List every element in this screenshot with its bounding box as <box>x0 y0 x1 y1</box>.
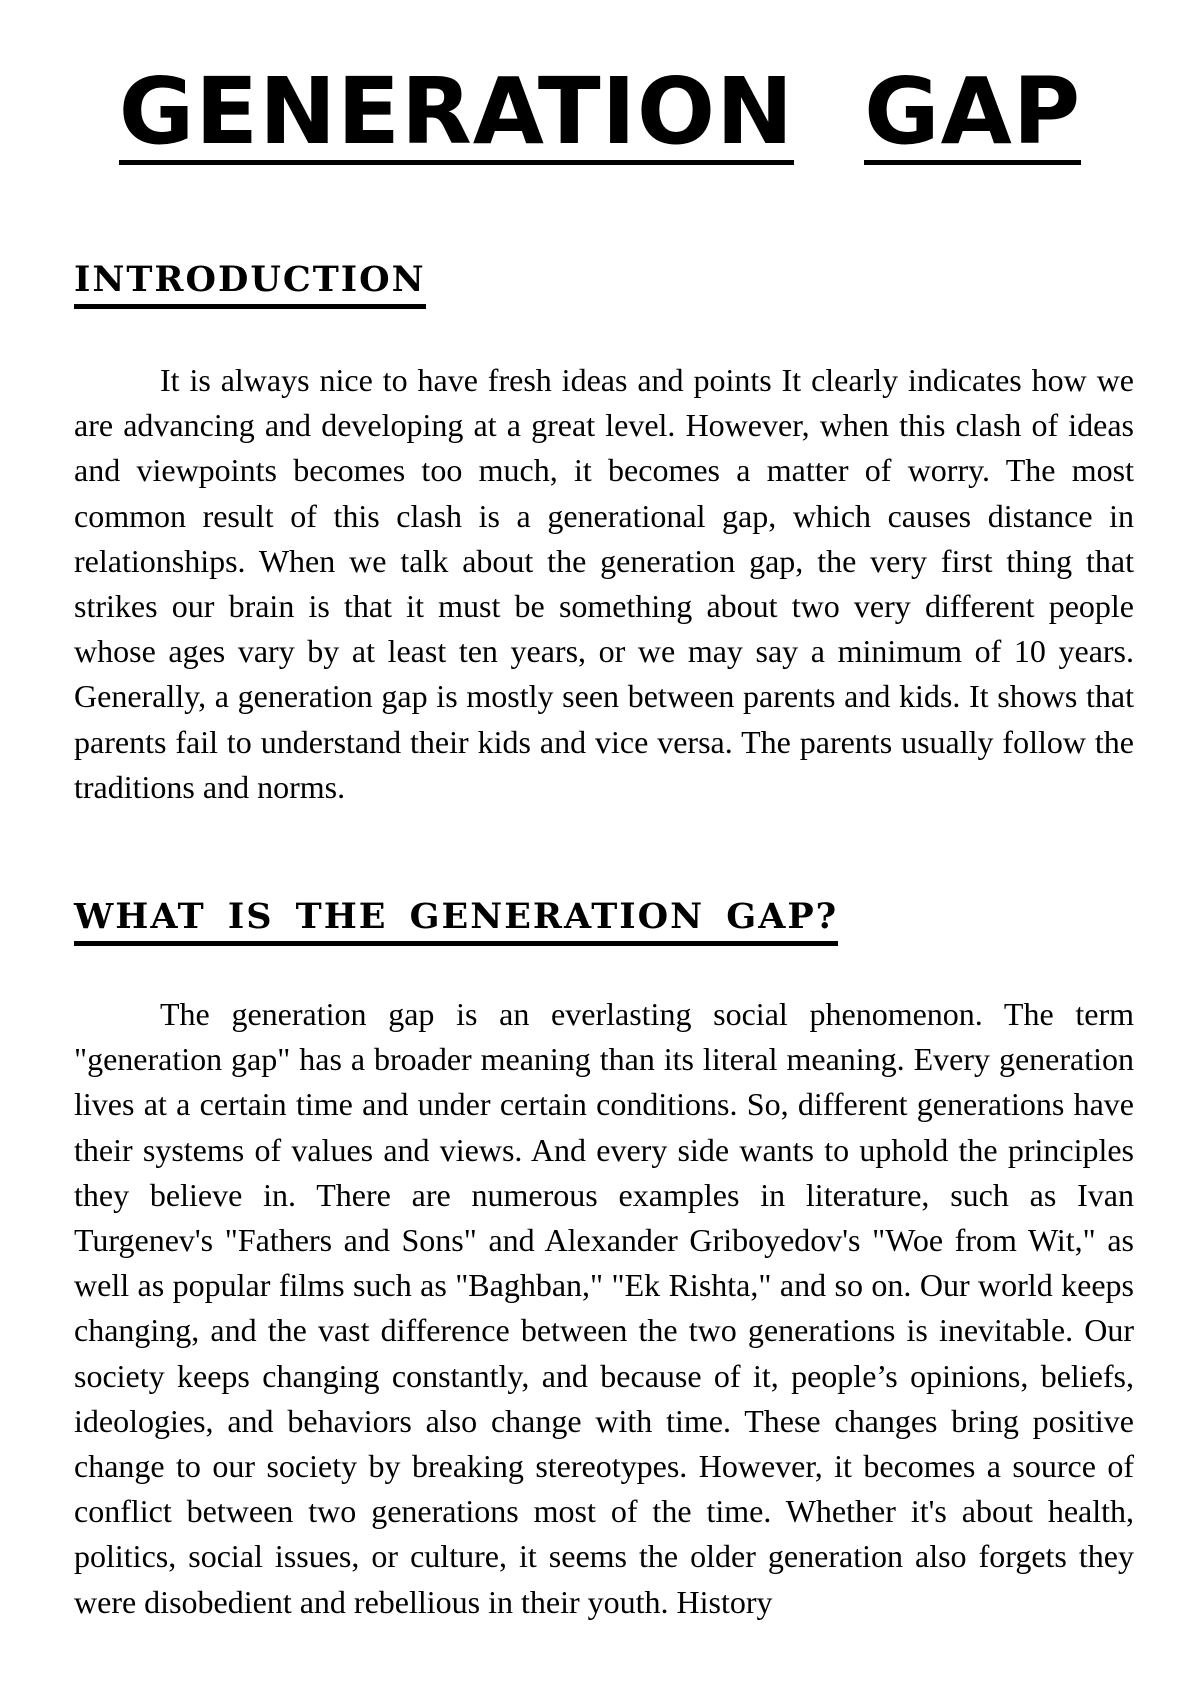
section-heading-what-is-generation-gap: WHAT IS THE GENERATION GAP? <box>74 895 838 946</box>
generation-gap-paragraph: The generation gap is an everlasting social phenomenon. The term "generation gap" has a broader meaning than its literal meaning. Every generation lives at a certain time and under certain conditions. So, different generations have their systems of values and views. And every side wants to uphold the principles they believe in. There are numerous examples in literature, such as Ivan Turgenev's "Fathers and Sons" and Alexander Griboyedov's "Woe from Wit," as well as popular films such as "Baghban," "Ek Rishta," and so on. Our world keeps changing, and the vast difference between the two generations is inevitable. Our society keeps changing constantly, and because of it, people’s opinions, beliefs, ideologies, and behaviors also change with time. These changes bring positive change to our society by breaking stereotypes. However, it becomes a source of conflict between two generations most of the time. Whether it's about health, politics, social issues, or culture, it seems the older generation also forgets they were disobedient and rebellious in their youth. History <box>74 996 1134 1620</box>
title-word-generation: GENERATION <box>118 58 795 165</box>
section-heading-introduction: INTRODUCTION <box>74 258 426 309</box>
introduction-paragraph: It is always nice to have fresh ideas and points It clearly indicates how we are advancing and developing at a great level. However, when this clash of ideas and viewpoints becomes too much, it becomes a matter of worry. The most common result of this clash is a generational gap, which causes distance in relationships. When we talk about the generation gap, the very first thing that strikes our brain is that it must be something about two very different people whose ages vary by at least ten years, or we may say a minimum of 10 years. Generally, a generation gap is mostly seen between parents and kids. It shows that parents fail to understand their kids and vice versa. The parents usually follow the traditions and norms. <box>74 362 1134 805</box>
document-title <box>0 58 1200 165</box>
title-word-gap: GAP <box>864 58 1082 165</box>
